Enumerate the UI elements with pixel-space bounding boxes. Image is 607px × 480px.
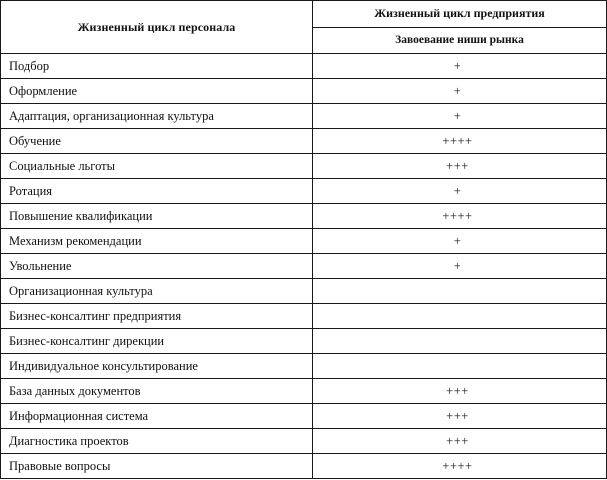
row-name-cell: База данных документов — [1, 379, 313, 404]
row-mark-cell: + — [313, 179, 607, 204]
header-row-top — [1, 1, 607, 28]
row-mark-cell: ++++ — [313, 129, 607, 154]
header-market-niche: Завоевание ниши рынка — [313, 27, 607, 54]
row-name-cell: Информационная система — [1, 404, 313, 429]
row-name-cell: Бизнес-консалтинг предприятия — [1, 304, 313, 329]
table-row — [1, 429, 607, 454]
header-personnel-lifecycle: Жизненный цикл персонала — [1, 1, 313, 54]
row-mark-cell — [313, 354, 607, 379]
header-enterprise-lifecycle: Жизненный цикл предприятия — [313, 1, 607, 28]
table-row — [1, 329, 607, 354]
row-mark-cell: + — [313, 254, 607, 279]
row-mark-cell: + — [313, 104, 607, 129]
row-name-cell: Социальные льготы — [1, 154, 313, 179]
table-row — [1, 129, 607, 154]
row-mark-cell: +++ — [313, 379, 607, 404]
table-row — [1, 354, 607, 379]
table-row — [1, 104, 607, 129]
row-name-cell: Подбор — [1, 54, 313, 79]
row-mark-cell: + — [313, 54, 607, 79]
row-name-cell: Адаптация, организационная культура — [1, 104, 313, 129]
row-mark-cell — [313, 304, 607, 329]
row-mark-cell — [313, 329, 607, 354]
table-row — [1, 229, 607, 254]
row-mark-cell — [313, 279, 607, 304]
row-name-cell: Организационная культура — [1, 279, 313, 304]
table-body — [1, 54, 607, 479]
row-mark-cell: ++++ — [313, 204, 607, 229]
table-row — [1, 404, 607, 429]
row-name-cell: Диагностика проектов — [1, 429, 313, 454]
table-row — [1, 279, 607, 304]
row-mark-cell: +++ — [313, 429, 607, 454]
row-name-cell: Бизнес-консалтинг дирекции — [1, 329, 313, 354]
table-row — [1, 154, 607, 179]
table-header — [1, 1, 607, 54]
row-mark-cell: ++++ — [313, 454, 607, 479]
table-row — [1, 454, 607, 479]
table-row — [1, 204, 607, 229]
row-mark-cell: +++ — [313, 154, 607, 179]
row-name-cell: Правовые вопросы — [1, 454, 313, 479]
table-row — [1, 79, 607, 104]
row-name-cell: Повышение квалификации — [1, 204, 313, 229]
row-name-cell: Оформление — [1, 79, 313, 104]
row-name-cell: Увольнение — [1, 254, 313, 279]
row-mark-cell: + — [313, 229, 607, 254]
row-name-cell: Индивидуальное консультирование — [1, 354, 313, 379]
table-row — [1, 304, 607, 329]
row-name-cell: Ротация — [1, 179, 313, 204]
row-mark-cell: + — [313, 79, 607, 104]
row-mark-cell: +++ — [313, 404, 607, 429]
row-name-cell: Механизм рекомендации — [1, 229, 313, 254]
table-row — [1, 379, 607, 404]
table-row — [1, 54, 607, 79]
table-row — [1, 254, 607, 279]
row-name-cell: Обучение — [1, 129, 313, 154]
table-row — [1, 179, 607, 204]
